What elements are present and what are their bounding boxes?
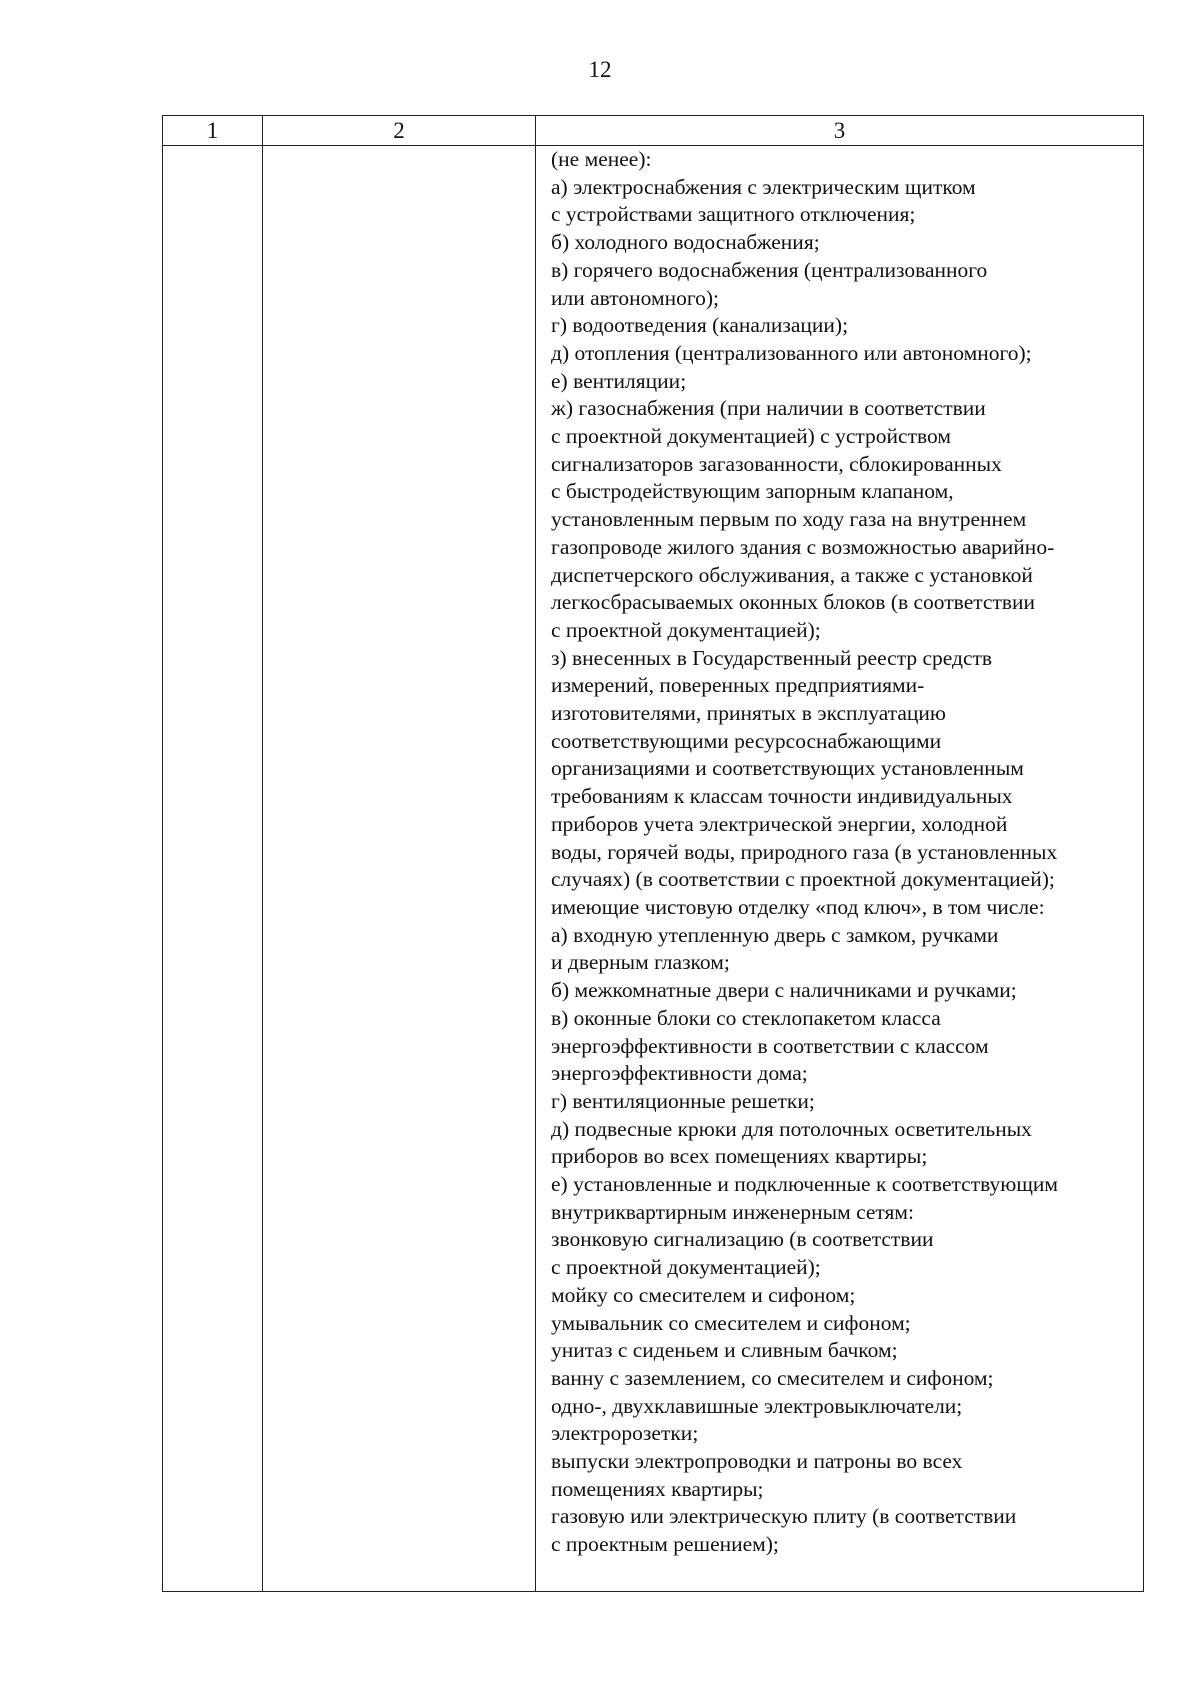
text-line: или автономного); [551, 285, 720, 310]
text-line: воды, горячей воды, природного газа (в установленных [551, 839, 1058, 864]
text-line: сигнализаторов загазованности, сблокированных [551, 451, 1002, 476]
text-line: легкосбрасываемых оконных блоков (в соответствии [551, 590, 1036, 615]
text-line: ванну с заземлением, со смесителем и сифоном; [551, 1365, 994, 1390]
text-line: д) подвесные крюки для потолочных осветительных [551, 1116, 1032, 1141]
text-line: и дверным глазком; [551, 950, 730, 975]
cell-col-3 [536, 146, 1144, 1592]
text-line: г) водоотведения (канализации); [551, 313, 849, 338]
text-line: измерений, поверенных предприятиями- [551, 673, 925, 698]
text-line: умывальник со смесителем и сифоном; [551, 1310, 911, 1335]
text-line: энергоэффективности дома; [551, 1061, 808, 1086]
text-line: мойку со смесителем и сифоном; [551, 1282, 856, 1307]
text-line: помещениях квартиры; [551, 1476, 764, 1501]
text-line: приборов во всех помещениях квартиры; [551, 1144, 928, 1169]
text-line: с устройствами защитного отключения; [551, 202, 916, 227]
text-line: с проектным решением); [551, 1532, 779, 1557]
text-line: в) горячего водоснабжения (централизованного [551, 257, 988, 282]
column-header-3: 3 [536, 116, 1144, 146]
column-header-1: 1 [163, 116, 263, 146]
text-line: случаях) (в соответствии с проектной документацией); [551, 867, 1055, 892]
text-line: установленным первым по ходу газа на внутреннем [551, 507, 1027, 532]
text-line: е) вентиляции; [551, 368, 687, 393]
column-header-2: 2 [263, 116, 536, 146]
text-line: звонковую сигнализацию (в соответствии [551, 1227, 934, 1252]
table-row [163, 146, 1144, 1592]
cell-col-1 [163, 146, 263, 1592]
requirements-table [162, 115, 1144, 1592]
page-number: 12 [588, 57, 612, 82]
text-line: электророзетки; [551, 1421, 699, 1446]
text-line: д) отопления (централизованного или автономного); [551, 340, 1032, 365]
text-line: с проектной документацией); [551, 1255, 821, 1280]
text-line: диспетчерского обслуживания, а также с установкой [551, 562, 1033, 587]
text-line: с проектной документацией) с устройством [551, 424, 951, 449]
text-line: в) оконные блоки со стеклопакетом класса [551, 1005, 941, 1030]
text-line: е) установленные и подключенные к соответствующим [551, 1172, 1058, 1197]
text-line: изготовителями, принятых в эксплуатацию [551, 701, 946, 726]
text-line: выпуски электропроводки и патроны во всех [551, 1449, 963, 1474]
text-line: ж) газоснабжения (при наличии в соответствии [551, 396, 986, 421]
text-line: с быстродействующим запорным клапаном, [551, 479, 954, 504]
text-line: а) электроснабжения с электрическим щитком [551, 174, 976, 199]
text-line: г) вентиляционные решетки; [551, 1088, 815, 1113]
requirements-text [536, 146, 1143, 1559]
text-line: требованиям к классам точности индивидуальных [551, 784, 1013, 809]
text-line: унитаз с сиденьем и сливным бачком; [551, 1338, 898, 1363]
table-header-row [163, 116, 1144, 146]
text-line: (не менее): [551, 147, 652, 171]
text-line: соответствующими ресурсоснабжающими [551, 728, 942, 753]
text-line: газовую или электрическую плиту (в соответствии [551, 1504, 1017, 1529]
cell-col-2 [263, 146, 536, 1592]
text-line: з) внесенных в Государственный реестр средств [551, 645, 993, 670]
text-line: б) межкомнатные двери с наличниками и ручками; [551, 978, 1017, 1003]
text-line: б) холодного водоснабжения; [551, 230, 820, 255]
text-line: имеющие чистовую отделку «под ключ», в том числе: [551, 894, 1045, 919]
text-line: организациями и соответствующих установленным [551, 756, 1024, 781]
text-line: с проектной документацией); [551, 617, 821, 642]
text-line: одно-, двухклавишные электровыключатели; [551, 1393, 963, 1418]
text-line: приборов учета электрической энергии, холодной [551, 811, 1008, 836]
text-line: газопроводе жилого здания с возможностью аварийно- [551, 534, 1055, 559]
text-line: внутриквартирным инженерным сетям: [551, 1199, 915, 1224]
text-line: энергоэффективности в соответствии с классом [551, 1033, 989, 1058]
text-line: а) входную утепленную дверь с замком, ручками [551, 922, 999, 947]
